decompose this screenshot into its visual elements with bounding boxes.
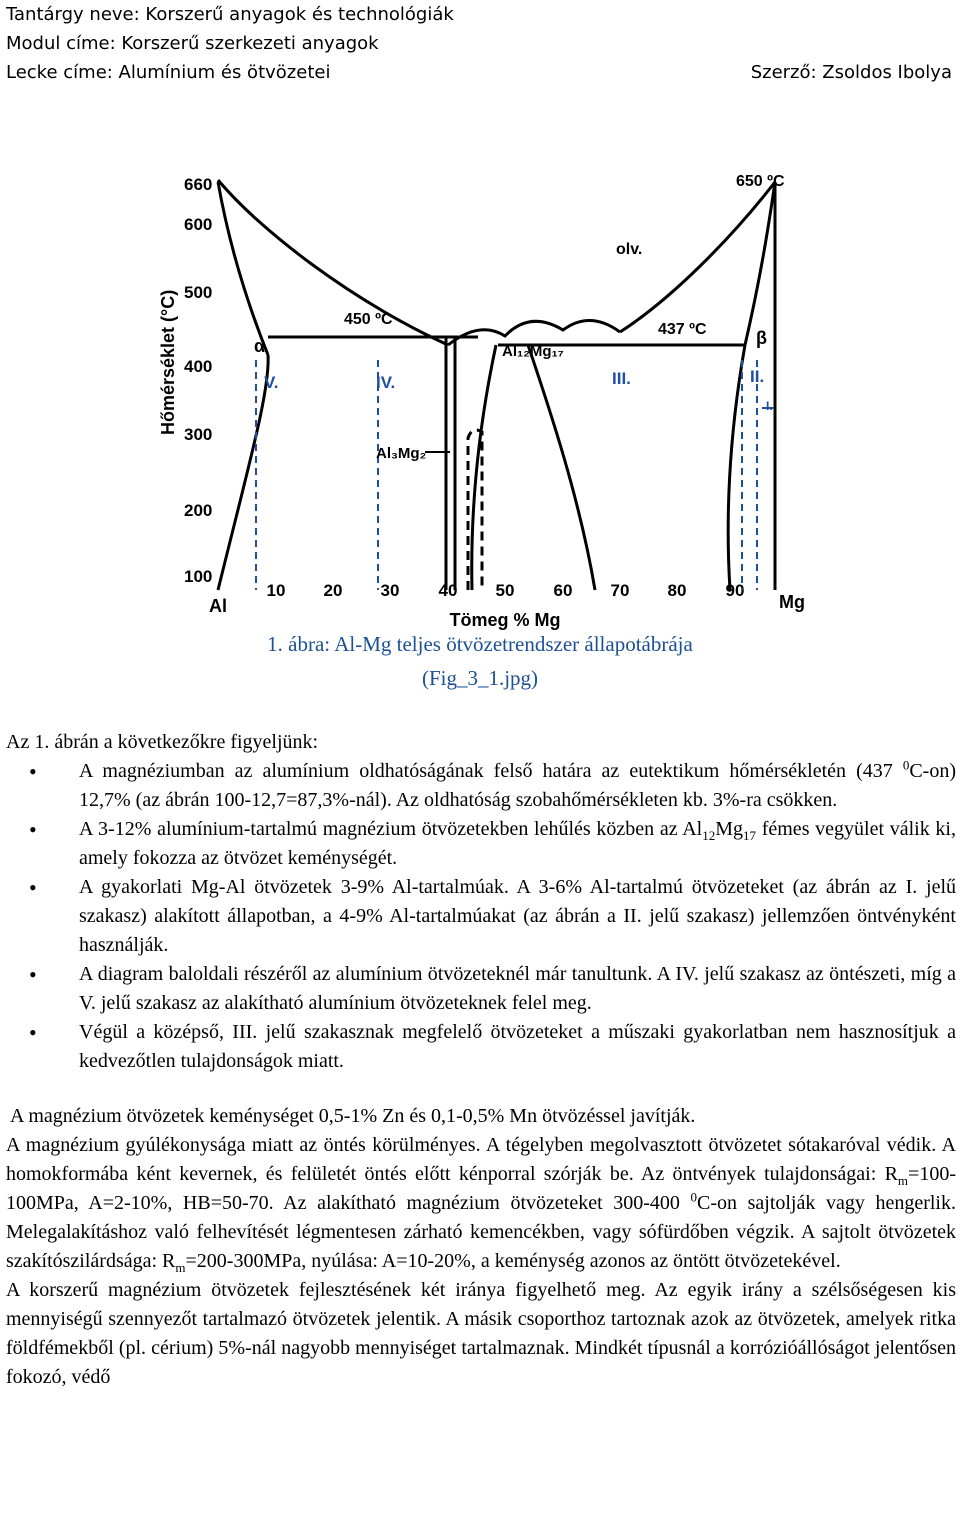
phase-diagram-figure <box>150 160 820 630</box>
y-tick: 200 <box>184 501 213 520</box>
al12mg17-left <box>472 345 496 590</box>
al3mg2-label: Al₃Mg₂ <box>376 445 427 462</box>
x-tick: 30 <box>380 581 400 600</box>
beta-label: β <box>756 328 767 348</box>
x-tick: 40 <box>438 581 458 600</box>
lesson-line: Lecke címe: Alumínium és ötvözetei <box>6 62 331 83</box>
x-tick: 80 <box>667 581 687 600</box>
y-tick: 600 <box>184 215 213 234</box>
x-tick: 50 <box>495 581 515 600</box>
x-tick: 10 <box>266 581 286 600</box>
ordering-curve <box>468 430 482 590</box>
paragraph-casting: A magnézium gyúlékonysága miatt az öntés körülményes. A tégelyben megolvasztott ötvözetet sótakaróval védik. A homokformába ként kevernek, és felületét öntés előtt kénporral szórják be. Az öntvények tulajdonságai: $R_m=100-100MPa$, A=2-10%, HB=50-70. Az alakítható magnézium ötvözeteket 300-400 $^0$C-on sajtolják vagy hengerlik. Melegalakításhoz való felhevítését légmentesen zárható kemencékben, vagy sófürdőben végzik. A sajtolt ötvözetek szakítószilárdsága: $R_m=200-300MPa$, nyúlása: A=10-20%, a keménység azonos az öntött ötvözetekével. <box>6 1134 956 1275</box>
page-header <box>6 0 954 87</box>
solvus-alpha <box>218 355 268 590</box>
zone-label-iv: IV. <box>376 373 396 392</box>
intro-paragraph: Az 1. ábrán a következőkre figyeljünk: <box>6 731 319 753</box>
bullet-item: • Végül a középső, III. jelű szakasznak megfelelő ötvözeteket a műszaki gyakorlatban nem hasznosítjuk a kedvezőtlen tulajdonságok miatt. <box>79 1018 956 1076</box>
x-tick: 60 <box>553 581 573 600</box>
liquid-label: olv. <box>616 241 643 258</box>
bullet-item: • A gyakorlati Mg-Al ötvözetek 3-9% Al-tartalmúak. A 3-6% Al-tartalmú ötvözeteket (az ábrán az I. jelű szakasz) alakított állapotban, a 4-9% Al-tartalmúakat (az ábrán a II. jelű szakasz) jellemzően öntvényként használják. <box>79 873 956 960</box>
zone-label-v: V. <box>264 373 279 392</box>
x-tick: 90 <box>725 581 745 600</box>
bullet-item: • A magnéziumban az alumínium oldhatóságának felső határa az eutektikum hőmérsékletén (437 $^0$C-on) 12,7% (az ábrán 100-12,7=87,3%-nál). Az oldhatóság szobahőmérsékleten kb. 3%-ra csökken. <box>79 757 956 815</box>
left-element-label: Al <box>209 596 227 616</box>
al12mg17-right <box>528 345 595 590</box>
x-tick: 20 <box>323 581 343 600</box>
zone-label-ii: II. <box>750 367 765 386</box>
bullet-item: • A diagram baloldali részéről az alumínium ötvözeteknél már tanultunk. A IV. jelű szakasz az öntészeti, míg a V. jelű szakasz az alakítható alumínium ötvözeteknek felel meg. <box>79 960 956 1018</box>
zone-label-i: I. <box>766 399 773 413</box>
liquidus-middle <box>448 320 620 345</box>
mg-melting-label: 650 ºC <box>736 173 785 190</box>
y-tick: 400 <box>184 357 213 376</box>
y-tick: 660 <box>184 175 213 194</box>
liquidus-left <box>218 180 448 345</box>
zone-label-iii: III. <box>612 369 631 388</box>
al12mg17-label: Al₁₂Mg₁₇ <box>502 343 564 360</box>
y-tick: 100 <box>184 567 213 586</box>
phase-diagram <box>150 160 820 630</box>
author-line: Szerző: Zsoldos Ibolya <box>750 62 952 83</box>
y-tick: 500 <box>184 283 213 302</box>
x-axis-label: Tömeg % Mg <box>449 610 561 630</box>
paragraph-zn-mn: A magnézium ötvözetek keménységet 0,5-1% Zn és 0,1-0,5% Mn ötvözéssel javítják. <box>10 1105 696 1127</box>
figure-caption: 1. ábra: Al-Mg teljes ötvözetrendszer állapotábrája <box>267 632 693 656</box>
bullet-item: • A 3-12% alumínium-tartalmú magnézium ötvözetekben lehűlés közben az $Al_{12}Mg_{17}$ fémes vegyület válik ki, amely fokozza az ötvözet keménységét. <box>79 815 956 873</box>
paragraph-modern-alloys: A korszerű magnézium ötvözetek fejlesztésének két iránya figyelhető meg. Az egyik irány a szélsőségesen kis mennyiségű szennyezőt tartalmazó ötvözetek jelentik. A másik csoporthoz tartoznak azok az ötvözetek, amelyek ritka földfémekből (pl. cérium) 5%-nál nagyobb mennyiséget tartalmaznak. Mindkét típusnál a korrózióállóságot jelentősen fokozó, védő <box>6 1279 956 1388</box>
figure-caption-filename: (Fig_3_1.jpg) <box>421 666 539 690</box>
alpha-label: α <box>254 336 266 356</box>
document-body <box>6 728 956 1392</box>
module-line: Modul címe: Korszerű szerkezeti anyagok <box>6 33 379 54</box>
right-element-label: Mg <box>779 592 805 612</box>
y-tick: 300 <box>184 425 213 444</box>
x-tick: 70 <box>610 581 630 600</box>
beta-solidus <box>745 182 775 345</box>
eutectic-437-label: 437 ºC <box>658 321 707 338</box>
y-axis-label: Hőmérséklet (°C) <box>158 289 178 435</box>
eutectic-450-label: 450 ºC <box>344 311 393 328</box>
bullet-list <box>6 757 956 1076</box>
subject-line: Tantárgy neve: Korszerű anyagok és technológiák <box>6 4 454 25</box>
